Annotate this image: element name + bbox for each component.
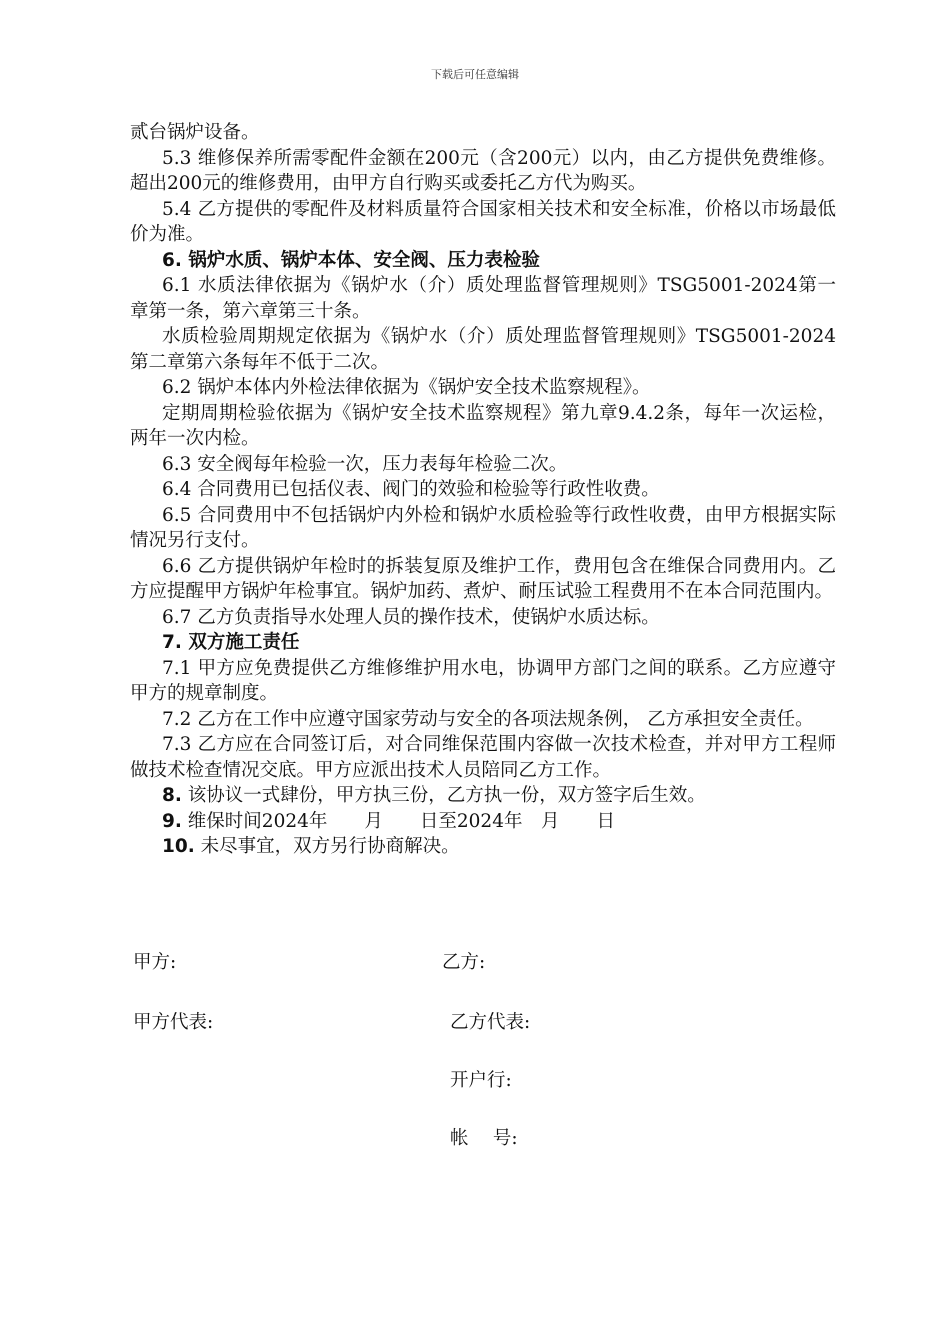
clause: 水质检验周期规定依据为《锅炉水（介）质处理监督管理规则》TSG5001-2024第二章第六条每年不低于二次。: [130, 326, 836, 373]
clause: 7.2 乙方在工作中应遵守国家劳动与安全的各项法规条例， 乙方承担安全责任。: [162, 708, 814, 730]
section-heading: 7. 双方施工责任: [162, 632, 300, 653]
clause-number: 9.: [162, 810, 182, 832]
clause-10: [130, 834, 836, 860]
bank-label: 开户行:: [450, 1070, 512, 1091]
clause: 6.5 合同费用中不包括锅炉内外检和锅炉水质检验等行政性收费，由甲方根据实际情况另行支付。: [130, 504, 836, 551]
section-heading: 6. 锅炉水质、锅炉本体、安全阀、压力表检验: [162, 249, 540, 271]
clause: 6.3 安全阀每年检验一次，压力表每年检验二次。: [162, 453, 568, 475]
clause-text: 未尽事宜，双方另行协商解决。: [200, 836, 460, 857]
paragraph: 5.3 维修保养所需零配件金额在200元（含200元）以内，由乙方提供免费维修。超出200元的维修费用，由甲方自行购买或委托乙方代为购买。: [130, 147, 836, 194]
clause: 定期周期检验依据为《锅炉安全技术监察规程》第九章9.4.2条，每年一次运检，两年一次内检。: [130, 402, 836, 449]
paragraph: 贰台锅炉设备。: [130, 122, 260, 143]
clause-8: [130, 783, 836, 809]
clause-text: 维保时间2024年 月 日至2024年 月 日: [187, 810, 615, 832]
clause: 6.2 锅炉本体内外检法律依据为《锅炉安全技术监察规程》。: [162, 377, 651, 398]
clause: 6.6 乙方提供锅炉年检时的拆装复原及维护工作，费用包含在维保合同费用内。乙方应提醒甲方锅炉年检事宜。锅炉加药、煮炉、耐压试验工程费用不在本合同范围内。: [130, 555, 836, 602]
clause-number: 8.: [162, 785, 182, 806]
party-b-label: 乙方:: [442, 952, 486, 973]
party-b-representative-label: 乙方代表:: [450, 1012, 531, 1033]
account-label: 帐 号:: [450, 1128, 518, 1149]
clause-number: 10.: [162, 836, 195, 857]
clause: 6.7 乙方负责指导水处理人员的操作技术，使锅炉水质达标。: [162, 606, 660, 628]
clause: 7.3 乙方应在合同签订后，对合同维保范围内容做一次技术检查，并对甲方工程师做技术检查情况交底。甲方应派出技术人员陪同乙方工作。: [130, 734, 836, 781]
clause: 6.4 合同费用已包括仪表、阀门的效验和检验等行政性收费。: [162, 479, 660, 500]
paragraph: 5.4 乙方提供的零配件及材料质量符合国家相关技术和安全标准，价格以市场最低价为准。: [130, 198, 836, 245]
clause-9: [130, 809, 836, 835]
contract-body: [130, 120, 836, 860]
party-a-representative-label: 甲方代表:: [133, 1012, 214, 1033]
clause: 7.1 甲方应免费提供乙方维修维护用水电，协调甲方部门之间的联系。乙方应遵守甲方的规章制度。: [130, 657, 836, 704]
clause-text: 该协议一式肆份，甲方执三份，乙方执一份，双方签字后生效。: [187, 785, 706, 806]
party-a-label: 甲方:: [133, 952, 177, 973]
clause: 6.1 水质法律依据为《锅炉水（介）质处理监督管理规则》TSG5001-2024第一章第一条，第六章第三十条。: [130, 275, 836, 322]
page-header: 下载后可任意编辑: [431, 68, 519, 81]
